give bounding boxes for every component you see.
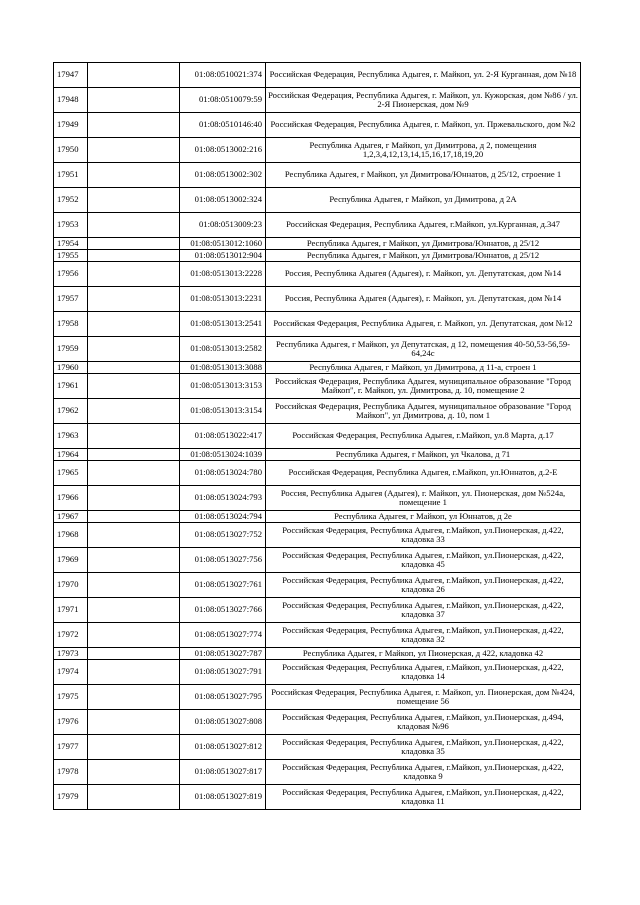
empty-cell bbox=[88, 598, 180, 623]
table-row bbox=[54, 424, 581, 449]
address-cell: Республика Адыгея, г Майкоп, ул Димитрова, д 11-а, строен 1 bbox=[266, 362, 581, 374]
row-number-cell: 17962 bbox=[54, 399, 88, 424]
empty-cell bbox=[88, 449, 180, 461]
table-row bbox=[54, 660, 581, 685]
cadastral-number-cell: 01:08:0513013:2228 bbox=[180, 262, 266, 287]
cadastral-number-cell: 01:08:0513002:324 bbox=[180, 188, 266, 213]
address-cell: Российская Федерация, Республика Адыгея, г.Майкоп, ул.Пионерская, д.422, кладовка 45 bbox=[266, 548, 581, 573]
cadastral-number-cell: 01:08:0513002:302 bbox=[180, 163, 266, 188]
table-row bbox=[54, 685, 581, 710]
row-number-cell: 17956 bbox=[54, 262, 88, 287]
row-number-cell: 17949 bbox=[54, 113, 88, 138]
table-row bbox=[54, 138, 581, 163]
address-cell: Российская Федерация, Республика Адыгея, г.Майкоп, ул.Курганная, д.347 bbox=[266, 213, 581, 238]
address-cell: Республика Адыгея, г Майкоп, ул Димитрова, д 2, помещения 1,2,3,4,12,13,14,15,16,17,18,19,20 bbox=[266, 138, 581, 163]
cadastral-number-cell: 01:08:0513013:2582 bbox=[180, 337, 266, 362]
address-cell: Российская Федерация, Республика Адыгея, г.Майкоп, ул.Пионерская, д.422, кладовка 32 bbox=[266, 623, 581, 648]
row-number-cell: 17973 bbox=[54, 648, 88, 660]
row-number-cell: 17977 bbox=[54, 735, 88, 760]
cadastral-number-cell: 01:08:0513013:2541 bbox=[180, 312, 266, 337]
cadastral-number-cell: 01:08:0513027:756 bbox=[180, 548, 266, 573]
table-row bbox=[54, 250, 581, 262]
table-row bbox=[54, 623, 581, 648]
row-number-cell: 17971 bbox=[54, 598, 88, 623]
empty-cell bbox=[88, 163, 180, 188]
empty-cell bbox=[88, 250, 180, 262]
cadastral-number-cell: 01:08:0513027:817 bbox=[180, 760, 266, 785]
table-row bbox=[54, 710, 581, 735]
cadastral-number-cell: 01:08:0513027:787 bbox=[180, 648, 266, 660]
empty-cell bbox=[88, 63, 180, 88]
row-number-cell: 17967 bbox=[54, 511, 88, 523]
table-row bbox=[54, 213, 581, 238]
row-number-cell: 17954 bbox=[54, 238, 88, 250]
table-row bbox=[54, 735, 581, 760]
cadastral-number-cell: 01:08:0510021:374 bbox=[180, 63, 266, 88]
empty-cell bbox=[88, 213, 180, 238]
registry-table bbox=[53, 62, 581, 810]
row-number-cell: 17950 bbox=[54, 138, 88, 163]
empty-cell bbox=[88, 188, 180, 213]
address-cell: Российская Федерация, Республика Адыгея, г. Майкоп, ул. Пионерская, дом №424, помещение 56 bbox=[266, 685, 581, 710]
table-row bbox=[54, 511, 581, 523]
row-number-cell: 17952 bbox=[54, 188, 88, 213]
address-cell: Российская Федерация, Республика Адыгея, муниципальное образование "Город Майкоп", г. Майкоп, ул. Димитрова, д. 10, помещение 2 bbox=[266, 374, 581, 399]
address-cell: Республика Адыгея, г Майкоп, ул Димитрова/Юннатов, д 25/12 bbox=[266, 238, 581, 250]
address-cell: Республика Адыгея, г Майкоп, ул Депутатская, д 12, помещения 40-50,53-56,59-64,24с bbox=[266, 337, 581, 362]
address-cell: Российская Федерация, Республика Адыгея, г. Майкоп, ул. Кужорская, дом №86 / ул. 2-Я Пионерская, дом №9 bbox=[266, 88, 581, 113]
cadastral-number-cell: 01:08:0513027:752 bbox=[180, 523, 266, 548]
empty-cell bbox=[88, 660, 180, 685]
empty-cell bbox=[88, 760, 180, 785]
row-number-cell: 17964 bbox=[54, 449, 88, 461]
cadastral-number-cell: 01:08:0513012:1060 bbox=[180, 238, 266, 250]
empty-cell bbox=[88, 785, 180, 810]
cadastral-number-cell: 01:08:0513027:774 bbox=[180, 623, 266, 648]
empty-cell bbox=[88, 399, 180, 424]
address-cell: Российская Федерация, Республика Адыгея, г.Майкоп, ул.8 Марта, д.17 bbox=[266, 424, 581, 449]
row-number-cell: 17978 bbox=[54, 760, 88, 785]
row-number-cell: 17951 bbox=[54, 163, 88, 188]
table-row bbox=[54, 287, 581, 312]
address-cell: Российская Федерация, Республика Адыгея, муниципальное образование "Город Майкоп", ул Димитрова, д. 10, пом 1 bbox=[266, 399, 581, 424]
table-row bbox=[54, 362, 581, 374]
table-row bbox=[54, 648, 581, 660]
address-cell: Российская Федерация, Республика Адыгея, г.Майкоп, ул.Пионерская, д.422, кладовка 33 bbox=[266, 523, 581, 548]
cadastral-number-cell: 01:08:0513027:791 bbox=[180, 660, 266, 685]
cadastral-number-cell: 01:08:0513024:793 bbox=[180, 486, 266, 511]
table-row bbox=[54, 461, 581, 486]
row-number-cell: 17957 bbox=[54, 287, 88, 312]
row-number-cell: 17958 bbox=[54, 312, 88, 337]
address-cell: Российская Федерация, Республика Адыгея, г.Майкоп, ул.Пионерская, д.422, кладовка 37 bbox=[266, 598, 581, 623]
cadastral-number-cell: 01:08:0513024:780 bbox=[180, 461, 266, 486]
empty-cell bbox=[88, 648, 180, 660]
cadastral-number-cell: 01:08:0513013:2231 bbox=[180, 287, 266, 312]
address-cell: Республика Адыгея, г Майкоп, ул Пионерская, д 422, кладовка 42 bbox=[266, 648, 581, 660]
cadastral-number-cell: 01:08:0513022:417 bbox=[180, 424, 266, 449]
empty-cell bbox=[88, 238, 180, 250]
row-number-cell: 17948 bbox=[54, 88, 88, 113]
table-row bbox=[54, 238, 581, 250]
address-cell: Республика Адыгея, г Майкоп, ул Чкалова, д 71 bbox=[266, 449, 581, 461]
row-number-cell: 17966 bbox=[54, 486, 88, 511]
empty-cell bbox=[88, 548, 180, 573]
address-cell: Россия, Республика Адыгея (Адыгея), г. Майкоп, ул. Депутатская, дом №14 bbox=[266, 287, 581, 312]
empty-cell bbox=[88, 685, 180, 710]
row-number-cell: 17979 bbox=[54, 785, 88, 810]
empty-cell bbox=[88, 623, 180, 648]
cadastral-number-cell: 01:08:0513009:23 bbox=[180, 213, 266, 238]
address-cell: Российская Федерация, Республика Адыгея, г. Майкоп, ул. Депутатская, дом №12 bbox=[266, 312, 581, 337]
address-cell: Российская Федерация, Республика Адыгея, г. Майкоп, ул. Пржевальского, дом №2 bbox=[266, 113, 581, 138]
row-number-cell: 17947 bbox=[54, 63, 88, 88]
empty-cell bbox=[88, 374, 180, 399]
cadastral-number-cell: 01:08:0513002:216 bbox=[180, 138, 266, 163]
empty-cell bbox=[88, 88, 180, 113]
row-number-cell: 17965 bbox=[54, 461, 88, 486]
address-cell: Российская Федерация, Республика Адыгея, г.Майкоп, ул.Пионерская, д.422, кладовка 14 bbox=[266, 660, 581, 685]
address-cell: Республика Адыгея, г Майкоп, ул Димитрова, д 2А bbox=[266, 188, 581, 213]
empty-cell bbox=[88, 523, 180, 548]
row-number-cell: 17961 bbox=[54, 374, 88, 399]
address-cell: Россия, Республика Адыгея (Адыгея), г. Майкоп, ул. Пионерская, дом №524а, помещение 1 bbox=[266, 486, 581, 511]
row-number-cell: 17975 bbox=[54, 685, 88, 710]
empty-cell bbox=[88, 511, 180, 523]
table-row bbox=[54, 188, 581, 213]
table-row bbox=[54, 486, 581, 511]
table-row bbox=[54, 523, 581, 548]
empty-cell bbox=[88, 424, 180, 449]
table-row bbox=[54, 113, 581, 138]
row-number-cell: 17959 bbox=[54, 337, 88, 362]
registry-table-body bbox=[54, 63, 581, 810]
cadastral-number-cell: 01:08:0513027:795 bbox=[180, 685, 266, 710]
address-cell: Российская Федерация, Республика Адыгея, г.Майкоп, ул.Юннатов, д.2-Е bbox=[266, 461, 581, 486]
row-number-cell: 17955 bbox=[54, 250, 88, 262]
address-cell: Республика Адыгея, г Майкоп, ул Димитрова/Юннатов, д 25/12 bbox=[266, 250, 581, 262]
table-row bbox=[54, 63, 581, 88]
cadastral-number-cell: 01:08:0513027:761 bbox=[180, 573, 266, 598]
empty-cell bbox=[88, 573, 180, 598]
row-number-cell: 17976 bbox=[54, 710, 88, 735]
empty-cell bbox=[88, 287, 180, 312]
cadastral-number-cell: 01:08:0513013:3088 bbox=[180, 362, 266, 374]
row-number-cell: 17972 bbox=[54, 623, 88, 648]
row-number-cell: 17953 bbox=[54, 213, 88, 238]
cadastral-number-cell: 01:08:0513027:766 bbox=[180, 598, 266, 623]
address-cell: Республика Адыгея, г Майкоп, ул Юннатов, д 2е bbox=[266, 511, 581, 523]
empty-cell bbox=[88, 710, 180, 735]
address-cell: Российская Федерация, Республика Адыгея, г.Майкоп, ул.Пионерская, д.494, кладовая №96 bbox=[266, 710, 581, 735]
cadastral-number-cell: 01:08:0510079:59 bbox=[180, 88, 266, 113]
table-row bbox=[54, 374, 581, 399]
table-row bbox=[54, 262, 581, 287]
cadastral-number-cell: 01:08:0513024:794 bbox=[180, 511, 266, 523]
address-cell: Российская Федерация, Республика Адыгея, г. Майкоп, ул. 2-Я Курганная, дом №18 bbox=[266, 63, 581, 88]
cadastral-number-cell: 01:08:0513027:819 bbox=[180, 785, 266, 810]
cadastral-number-cell: 01:08:0510146:40 bbox=[180, 113, 266, 138]
table-row bbox=[54, 785, 581, 810]
empty-cell bbox=[88, 337, 180, 362]
table-row bbox=[54, 548, 581, 573]
table-row bbox=[54, 449, 581, 461]
row-number-cell: 17969 bbox=[54, 548, 88, 573]
address-cell: Российская Федерация, Республика Адыгея, г.Майкоп, ул.Пионерская, д.422, кладовка 9 bbox=[266, 760, 581, 785]
cadastral-number-cell: 01:08:0513013:3154 bbox=[180, 399, 266, 424]
table-row bbox=[54, 399, 581, 424]
empty-cell bbox=[88, 312, 180, 337]
empty-cell bbox=[88, 486, 180, 511]
address-cell: Российская Федерация, Республика Адыгея, г.Майкоп, ул.Пионерская, д.422, кладовка 11 bbox=[266, 785, 581, 810]
table-row bbox=[54, 337, 581, 362]
cadastral-number-cell: 01:08:0513027:812 bbox=[180, 735, 266, 760]
table-row bbox=[54, 598, 581, 623]
cadastral-number-cell: 01:08:0513027:808 bbox=[180, 710, 266, 735]
address-cell: Республика Адыгея, г Майкоп, ул Димитрова/Юннатов, д 25/12, строение 1 bbox=[266, 163, 581, 188]
table-row bbox=[54, 312, 581, 337]
table-row bbox=[54, 573, 581, 598]
empty-cell bbox=[88, 138, 180, 163]
empty-cell bbox=[88, 461, 180, 486]
address-cell: Российская Федерация, Республика Адыгея, г.Майкоп, ул.Пионерская, д.422, кладовка 35 bbox=[266, 735, 581, 760]
empty-cell bbox=[88, 262, 180, 287]
address-cell: Российская Федерация, Республика Адыгея, г.Майкоп, ул.Пионерская, д.422, кладовка 26 bbox=[266, 573, 581, 598]
row-number-cell: 17960 bbox=[54, 362, 88, 374]
row-number-cell: 17970 bbox=[54, 573, 88, 598]
row-number-cell: 17974 bbox=[54, 660, 88, 685]
table-row bbox=[54, 163, 581, 188]
row-number-cell: 17963 bbox=[54, 424, 88, 449]
row-number-cell: 17968 bbox=[54, 523, 88, 548]
empty-cell bbox=[88, 735, 180, 760]
table-row bbox=[54, 760, 581, 785]
table-row bbox=[54, 88, 581, 113]
empty-cell bbox=[88, 113, 180, 138]
empty-cell bbox=[88, 362, 180, 374]
cadastral-number-cell: 01:08:0513012:904 bbox=[180, 250, 266, 262]
address-cell: Россия, Республика Адыгея (Адыгея), г. Майкоп, ул. Депутатская, дом №14 bbox=[266, 262, 581, 287]
cadastral-number-cell: 01:08:0513013:3153 bbox=[180, 374, 266, 399]
cadastral-number-cell: 01:08:0513024:1039 bbox=[180, 449, 266, 461]
